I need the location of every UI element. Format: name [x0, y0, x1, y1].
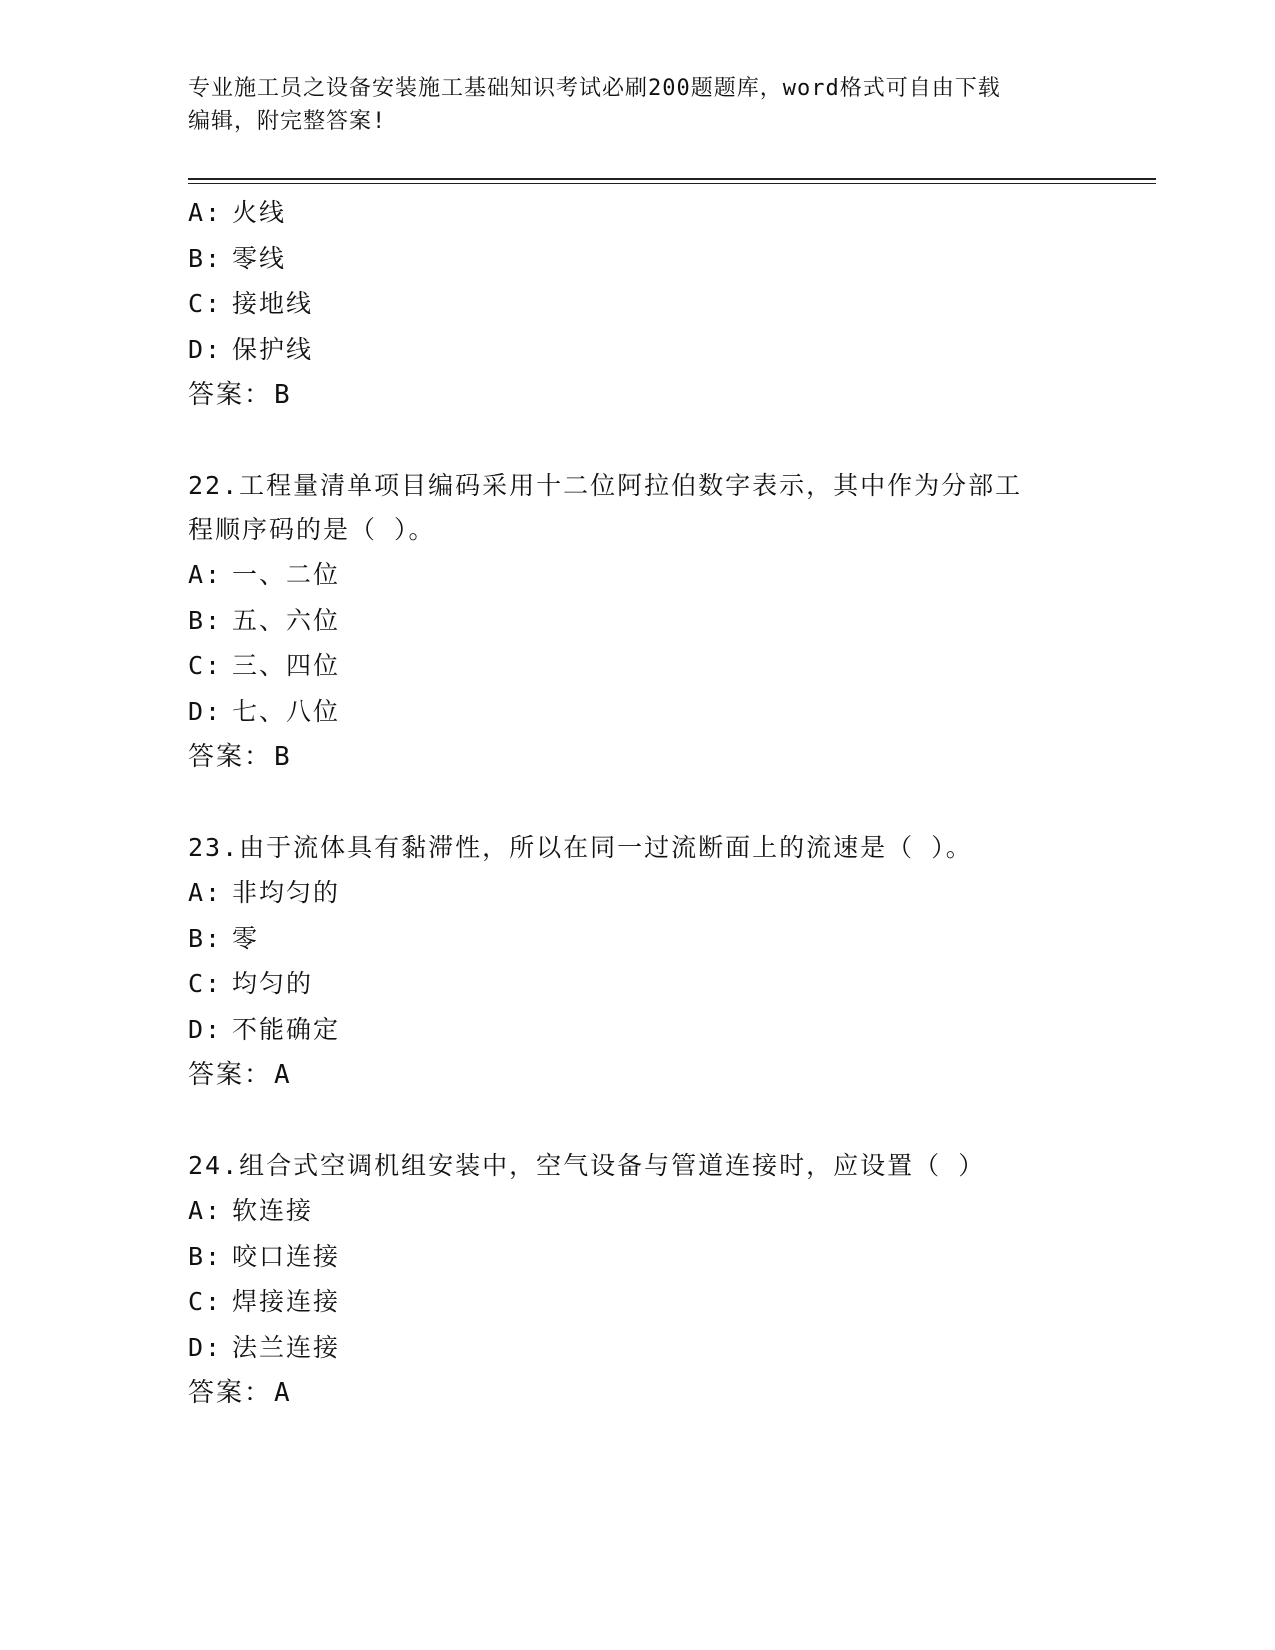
option-text: 七、八位 [232, 696, 341, 726]
option-c [188, 643, 1088, 689]
question-24 [188, 1144, 1088, 1416]
option-letter: D: [188, 696, 223, 726]
question-list [188, 190, 1088, 1416]
option-c [188, 281, 1088, 327]
question-line-1: 24.组合式空调机组安装中，空气设备与管道连接时，应设置（ ） [188, 1151, 986, 1180]
answer-label: 答案： [188, 742, 273, 772]
option-c [188, 1279, 1088, 1325]
question-23 [188, 826, 1088, 1098]
option-text: 焊接连接 [232, 1287, 341, 1316]
question-line-2: 程顺序码的是（ ）。 [188, 515, 436, 544]
option-text: 不能确定 [232, 1014, 341, 1044]
question-22 [188, 464, 1088, 780]
option-text: 三、四位 [232, 651, 341, 680]
answer-value: B [274, 380, 292, 410]
option-c [188, 961, 1088, 1007]
option-letter: D: [188, 1332, 223, 1362]
option-text: 零线 [232, 243, 287, 273]
option-a [188, 870, 1088, 916]
option-letter: B: [188, 605, 223, 635]
option-letter: D: [188, 1014, 223, 1044]
answer-label: 答案： [188, 1060, 273, 1090]
option-text: 接地线 [232, 289, 314, 318]
option-letter: A: [188, 560, 223, 589]
option-letter: C: [188, 1287, 223, 1316]
option-text: 法兰连接 [232, 1332, 341, 1362]
answer-line [188, 1370, 1088, 1416]
option-b [188, 598, 1088, 644]
answer-value: B [274, 742, 292, 772]
option-b [188, 236, 1088, 282]
option-letter: B: [188, 923, 223, 953]
question-text [188, 464, 1088, 552]
option-text: 零 [232, 923, 260, 953]
header-line-1: 专业施工员之设备安装施工基础知识考试必刷200题题库，word格式可自由下载 [188, 76, 1001, 101]
question-21 [188, 190, 1088, 418]
option-letter: A: [188, 198, 223, 227]
option-letter: D: [188, 334, 223, 364]
option-b [188, 916, 1088, 962]
question-text [188, 826, 1088, 870]
option-text: 五、六位 [232, 605, 341, 635]
answer-label: 答案： [188, 1378, 273, 1408]
option-letter: C: [188, 969, 223, 998]
option-b [188, 1234, 1088, 1280]
header-divider [188, 178, 1156, 184]
option-text: 均匀的 [232, 969, 314, 998]
question-text [188, 1144, 1088, 1188]
header-line-2: 编辑，附完整答案! [188, 109, 387, 134]
option-d [188, 327, 1088, 373]
option-d [188, 1007, 1088, 1053]
question-line-1: 23.由于流体具有黏滞性，所以在同一过流断面上的流速是（ ）。 [188, 833, 973, 862]
option-a [188, 552, 1088, 598]
option-d [188, 689, 1088, 735]
answer-label: 答案： [188, 380, 273, 410]
option-a [188, 1188, 1088, 1234]
answer-value: A [274, 1378, 292, 1408]
option-text: 一、二位 [232, 560, 341, 589]
option-letter: B: [188, 1241, 223, 1271]
option-a [188, 190, 1088, 236]
option-d [188, 1325, 1088, 1371]
option-text: 软连接 [232, 1196, 314, 1225]
answer-line [188, 734, 1088, 780]
option-text: 火线 [232, 198, 287, 227]
option-letter: C: [188, 651, 223, 680]
document-header [188, 72, 1088, 138]
question-line-1: 22.工程量清单项目编码采用十二位阿拉伯数字表示，其中作为分部工 [188, 471, 1023, 500]
option-text: 咬口连接 [232, 1241, 341, 1271]
option-letter: C: [188, 289, 223, 318]
option-letter: A: [188, 1196, 223, 1225]
answer-line [188, 372, 1088, 418]
option-letter: B: [188, 243, 223, 273]
option-text: 非均匀的 [232, 878, 341, 907]
answer-value: A [274, 1060, 292, 1090]
option-text: 保护线 [232, 334, 314, 364]
answer-line [188, 1052, 1088, 1098]
option-letter: A: [188, 878, 223, 907]
